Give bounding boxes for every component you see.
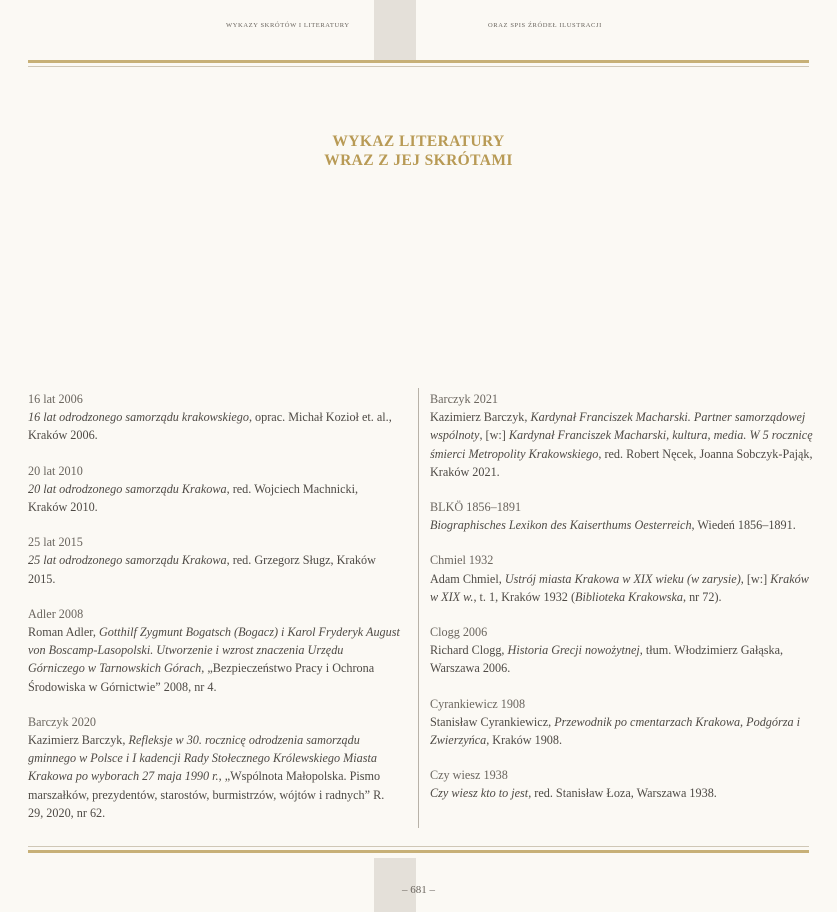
entry-abbreviation: BLKÖ 1856–1891	[430, 500, 522, 515]
bibliography-entry	[430, 695, 813, 750]
bibliography-entry	[28, 462, 400, 517]
bibliography-entry	[430, 498, 813, 534]
bibliography-entry	[28, 390, 400, 445]
entry-title-italic: Czy wiesz kto to jest	[430, 786, 529, 801]
entry-title-italic: Refleksje w 30. rocznicę odrodzenia samorządu gminnego w Polsce i I kadencji Rady Stołecznego Królewskiego Miasta Krakowa po wyborach 27 maja 1990 r.	[28, 733, 377, 784]
column-divider	[418, 388, 419, 828]
entry-title-italic: Historia Grecji nowożytnej	[507, 643, 640, 658]
bibliography-entry	[430, 551, 813, 606]
entry-text: , nr 72).	[682, 589, 722, 604]
entry-text: , red. Wojciech Machnicki, Kraków 2010.	[28, 481, 359, 515]
entry-text: , [w:]	[479, 428, 509, 443]
entry-text: , t. 1, Kraków 1932 (	[473, 589, 575, 604]
entry-abbreviation: 16 lat 2006	[28, 392, 83, 406]
entry-text: , red. Stanisław Łoza, Warszawa 1938.	[528, 786, 717, 801]
entry-abbreviation: Chmiel 1932	[430, 553, 494, 568]
entry-abbreviation: Adler 2008	[28, 606, 84, 621]
entry-description	[430, 641, 813, 677]
entry-text: , „Wspólnota Małopolska. Pismo marszałków, prezydentów, starostów, burmistrzów, wójtów i radnych” R. 29, 2020, nr 62.	[28, 769, 385, 820]
entry-abbreviation: 25 lat 2015	[28, 535, 83, 550]
entry-text: , oprac. Michał Kozioł et. al., Kraków 2006.	[28, 410, 392, 443]
entry-title-italic: Biographisches Lexikon des Kaiserthums Oesterreich	[430, 518, 692, 533]
bibliography-entry	[430, 390, 813, 481]
entry-title-italic: Ustrój miasta Krakowa w XIX wieku (w zarysie)	[504, 571, 741, 586]
title-line-1: WYKAZ LITERATURY	[332, 133, 505, 150]
entry-description	[28, 731, 400, 822]
bibliography-entry	[28, 533, 400, 588]
entry-title-italic: 16 lat odrodzonego samorządu krakowskiego	[28, 410, 249, 425]
running-head-left: WYKAZY SKRÓTÓW I LITERATURY	[226, 22, 350, 29]
entry-abbreviation: Barczyk 2020	[28, 714, 97, 729]
entry-title-italic: 25 lat odrodzonego samorządu Krakowa	[28, 553, 227, 568]
entry-text: , red. Grzegorz Sługz, Kraków 2015.	[28, 553, 376, 586]
entry-description	[430, 784, 813, 802]
gutter-top	[374, 0, 416, 62]
bibliography-entry	[28, 605, 400, 696]
running-head-right: ORAZ SPIS ŹRÓDEŁ ILUSTRACJI	[488, 22, 602, 29]
entry-abbreviation: Clogg 2006	[430, 625, 488, 640]
entry-description	[430, 408, 813, 481]
entry-title-italic: Kardynał Franciszek Macharski. Partner samorządowej wspólnoty	[430, 410, 806, 443]
top-rule	[28, 60, 809, 63]
entry-description	[28, 551, 400, 587]
entry-text: , [w:]	[740, 571, 771, 586]
entry-description	[430, 713, 813, 749]
entry-abbreviation: 20 lat 2010	[28, 463, 83, 478]
entry-title-italic: Kardynał Franciszek Macharski, kultura, media. W 5 rocznicę śmierci Metropolity Krakowskiego	[430, 428, 813, 461]
entry-title-italic: 20 lat odrodzonego samorządu Krakowa	[28, 481, 227, 496]
entry-title-italic: Biblioteka Krakowska	[575, 589, 683, 604]
bottom-rule	[28, 850, 809, 853]
entry-text: Stanisław Cyrankiewicz,	[430, 714, 555, 729]
left-column	[28, 390, 400, 839]
entry-text: Richard Clogg,	[430, 643, 508, 658]
entry-description	[430, 570, 813, 606]
entry-text: , „Bezpieczeństwo Pracy i Ochrona Środowiska w Górnictwie” 2008, nr 4.	[28, 661, 375, 694]
bibliography-entry	[430, 766, 813, 802]
entry-text: , red. Robert Nęcek, Joanna Sobczyk-Pająk, Kraków 2021.	[430, 446, 813, 479]
entry-text: Adam Chmiel,	[430, 571, 505, 586]
bibliography-entry	[430, 623, 813, 678]
entry-title-italic: Gotthilf Zygmunt Bogatsch (Bogacz) i Karol Fryderyk August von Boscamp-Lasopolski. Utworzenie i wzrost znaczenia Urzędu Górniczego w Tarnowskich Górach	[28, 625, 400, 676]
entry-abbreviation: Barczyk 2021	[430, 392, 499, 406]
entry-text: Kazimierz Barczyk,	[430, 410, 531, 425]
entry-text: Kazimierz Barczyk,	[28, 733, 129, 748]
entry-description	[28, 480, 400, 516]
page-title	[0, 132, 837, 170]
entry-abbreviation: Cyrankiewicz 1908	[430, 696, 526, 711]
bottom-rule-thin	[28, 846, 809, 847]
entry-title-italic: Przewodnik po cmentarzach Krakowa, Podgórza i Zwierzyńca	[430, 714, 800, 748]
entry-text: , Wiedeń 1856–1891.	[691, 518, 796, 533]
entry-abbreviation: Czy wiesz 1938	[430, 768, 508, 783]
right-column	[430, 390, 813, 820]
top-rule-thin	[28, 66, 809, 67]
entry-text: Roman Adler,	[28, 625, 99, 640]
entry-text: , Kraków 1908.	[486, 733, 563, 748]
entry-description	[430, 516, 813, 534]
entry-description	[28, 408, 400, 444]
entry-text: , tłum. Włodzimierz Gałąska, Warszawa 2006.	[430, 643, 784, 676]
entry-description	[28, 623, 400, 696]
title-line-2: WRAZ Z JEJ SKRÓTAMI	[324, 152, 513, 169]
page-number: – 681 –	[402, 884, 435, 896]
bibliography-entry	[28, 713, 400, 822]
entry-title-italic: Kraków w XIX w.	[430, 571, 809, 604]
